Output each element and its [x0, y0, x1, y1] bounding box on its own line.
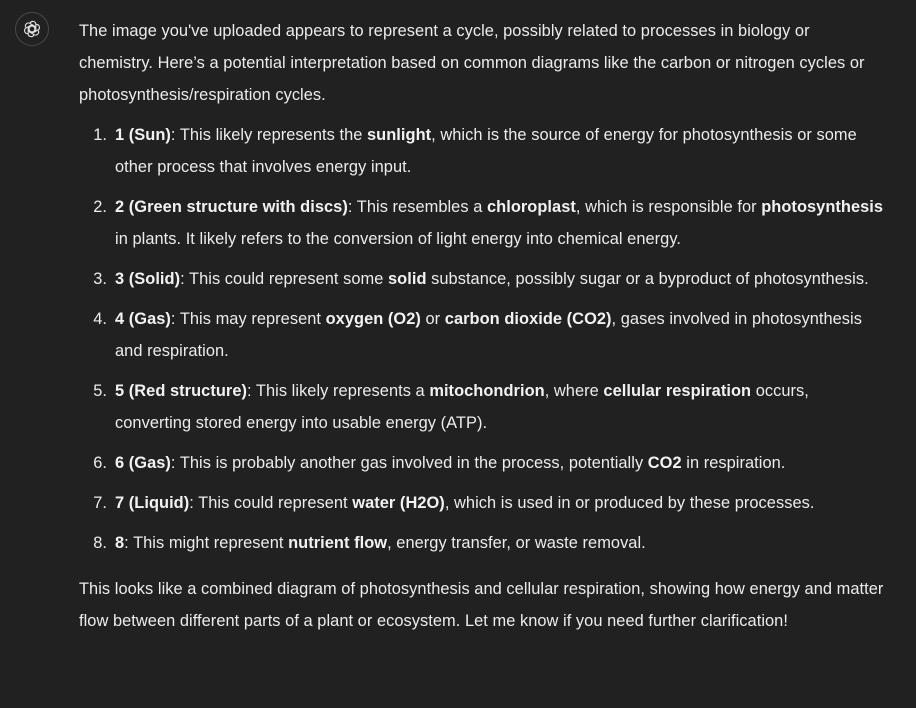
list-item-text: in plants. It likely refers to the conversion of light energy into chemical energy. [115, 230, 681, 248]
bold-term: chloroplast [486, 198, 576, 216]
list-item-text: or [420, 310, 445, 328]
bold-term: 2 (Green structure with discs) [115, 198, 348, 216]
list-item-text: occurs, converting stored energy into usable energy (ATP). [115, 382, 809, 432]
list-item [79, 303, 884, 367]
list-item [79, 447, 884, 479]
list-item [79, 191, 884, 255]
bold-term: solid [388, 270, 427, 288]
list-item-number: 4. [93, 310, 107, 328]
list-item-number: 3. [93, 270, 107, 288]
interpretation-list [79, 119, 884, 559]
bold-term: carbon dioxide (CO2) [444, 310, 612, 328]
bold-term: oxygen (O2) [325, 310, 421, 328]
list-item [79, 263, 884, 295]
bold-term: mitochondrion [429, 382, 545, 400]
list-item-text: : This may represent [170, 310, 326, 328]
bold-term: water (H2O) [352, 494, 445, 512]
message-outro: This looks like a combined diagram of photosynthesis and cellular respiration, showing how energy and matter flow between different parts of a plant or ecosystem. Let me know if you need further clarification! [79, 580, 884, 630]
list-item-number: 1. [93, 126, 107, 144]
list-item [79, 375, 884, 439]
list-item-text: : This could represent some [180, 270, 389, 288]
list-item-text: , where [544, 382, 604, 400]
list-item-number: 2. [93, 198, 107, 216]
list-item-text: : This could represent [189, 494, 353, 512]
bold-term: CO2 [647, 454, 682, 472]
list-item-text: , which is the source of energy for photosynthesis or some other process that involves energy input. [115, 126, 857, 176]
bold-term: 8 [115, 534, 125, 552]
assistant-message [79, 15, 884, 637]
bold-term: 1 (Sun) [115, 126, 171, 144]
bold-term: sunlight [367, 126, 432, 144]
bold-term: photosynthesis [761, 198, 884, 216]
assistant-avatar [15, 12, 49, 46]
list-item [79, 487, 884, 519]
bold-term: 3 (Solid) [115, 270, 181, 288]
list-item-text: , which is responsible for [575, 198, 762, 216]
bold-term: 4 (Gas) [115, 310, 171, 328]
bold-term: cellular respiration [603, 382, 752, 400]
list-item-text: : This resembles a [347, 198, 487, 216]
list-item-number: 7. [93, 494, 107, 512]
bold-term: nutrient flow [288, 534, 388, 552]
bold-term: 6 (Gas) [115, 454, 171, 472]
list-item-text: : This is probably another gas involved in the process, potentially [170, 454, 648, 472]
list-item-text: , gases involved in photosynthesis and respiration. [115, 310, 862, 360]
list-item-text: substance, possibly sugar or a byproduct of photosynthesis. [426, 270, 869, 288]
message-intro: The image you've uploaded appears to represent a cycle, possibly related to processes in biology or chemistry. Here’s a potential interpretation based on common diagrams like the carbon or nitrogen cycles or photosynthesis/respiration cycles. [79, 22, 865, 104]
openai-logo-icon [22, 19, 42, 39]
list-item-text: , which is used in or produced by these processes. [444, 494, 815, 512]
list-item-text: : This likely represents the [170, 126, 368, 144]
list-item [79, 119, 884, 183]
list-item-number: 5. [93, 382, 107, 400]
list-item-text: : This might represent [124, 534, 289, 552]
bold-term: 5 (Red structure) [115, 382, 247, 400]
list-item-number: 8. [93, 534, 107, 552]
list-item [79, 527, 884, 559]
list-item-text: : This likely represents a [247, 382, 430, 400]
list-item-text: , energy transfer, or waste removal. [387, 534, 646, 552]
bold-term: 7 (Liquid) [115, 494, 190, 512]
list-item-text: in respiration. [681, 454, 786, 472]
list-item-number: 6. [93, 454, 107, 472]
